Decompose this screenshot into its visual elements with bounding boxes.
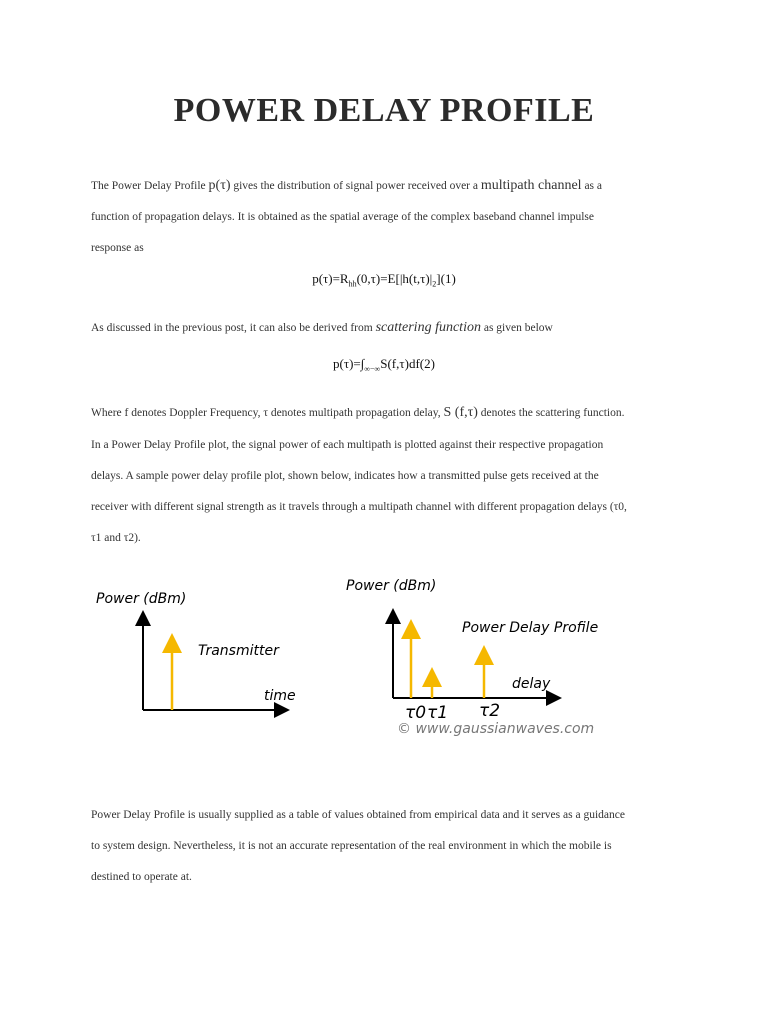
tick-tau1: τ1 (427, 703, 449, 723)
pdp-plot (346, 578, 598, 737)
plot-desc-line-4: τ1 and τ2). (91, 532, 141, 544)
tick-tau0: τ0 (405, 703, 427, 723)
right-x-label: delay (512, 676, 551, 692)
intro-line-2: function of propagation delays. It is obtained as the spatial average of the complex baseband channel impulse (91, 211, 594, 223)
plot-desc-line-1: In a Power Delay Profile plot, the signal power of each multipath is plotted against their respective propagation (91, 439, 604, 451)
definitions-text-b: denotes the scattering function. (477, 407, 625, 419)
equation-2: $p(\tau)=\int_{\infty-\infty}S(f,\tau)df(2)$ (333, 356, 435, 374)
page-title: POWER DELAY PROFILE (173, 92, 595, 129)
scattering-text-b: as given below (480, 322, 553, 334)
left-y-label: Power (dBm) (96, 591, 187, 607)
left-x-label: time (264, 688, 296, 704)
right-y-label: Power (dBm) (346, 578, 437, 594)
transmitter-label: Transmitter (198, 643, 279, 659)
closing-line-3: destined to operate at. (91, 871, 192, 883)
intro-symbol: p(τ) (208, 178, 231, 193)
intro-line-1 (91, 170, 691, 202)
plot-desc-line-3: receiver with different signal strength as it travels through a multipath channel with different propagation delays (τ0, (91, 501, 627, 513)
scattering-function-link[interactable]: scattering function (375, 320, 481, 335)
plot-description-paragraph (91, 430, 711, 554)
equation-1: $p(\tau)=R_{hh}(0,\tau)=E[|h(t,\tau)|_2](1)$ (312, 271, 456, 289)
copyright-notice: © www.gaussianwaves.com (397, 721, 595, 737)
closing-line-1: Power Delay Profile is usually supplied as a table of values obtained from empirical data and it serves as a guidance (91, 809, 625, 821)
intro-text-c: as a (581, 180, 602, 192)
closing-line-2: to system design. Nevertheless, it is not an accurate representation of the real environment in which the mobile is (91, 840, 612, 852)
figure-svg (88, 568, 628, 748)
multipath-channel-link[interactable]: multipath channel (480, 178, 582, 193)
definitions-paragraph (91, 397, 711, 429)
pdp-label: Power Delay Profile (462, 620, 599, 636)
plot-desc-line-2: delays. A sample power delay profile plot, shown below, indicates how a transmitted pulse gets received at the (91, 470, 599, 482)
tick-tau2: τ2 (479, 701, 501, 721)
definitions-text-a: Where f denotes Doppler Frequency, τ denotes multipath propagation delay, (91, 407, 444, 419)
intro-line-3: response as (91, 242, 144, 254)
scattering-symbol: S (f,τ) (443, 405, 478, 420)
intro-text-b: gives the distribution of signal power received over a (230, 180, 481, 192)
scattering-text-a: As discussed in the previous post, it can also be derived from (91, 322, 376, 334)
intro-paragraph (91, 170, 691, 264)
intro-text-a: The Power Delay Profile (91, 180, 209, 192)
scattering-paragraph (91, 312, 691, 344)
power-delay-profile-figure (88, 568, 628, 748)
transmitter-plot (96, 591, 296, 710)
closing-paragraph (91, 800, 711, 893)
